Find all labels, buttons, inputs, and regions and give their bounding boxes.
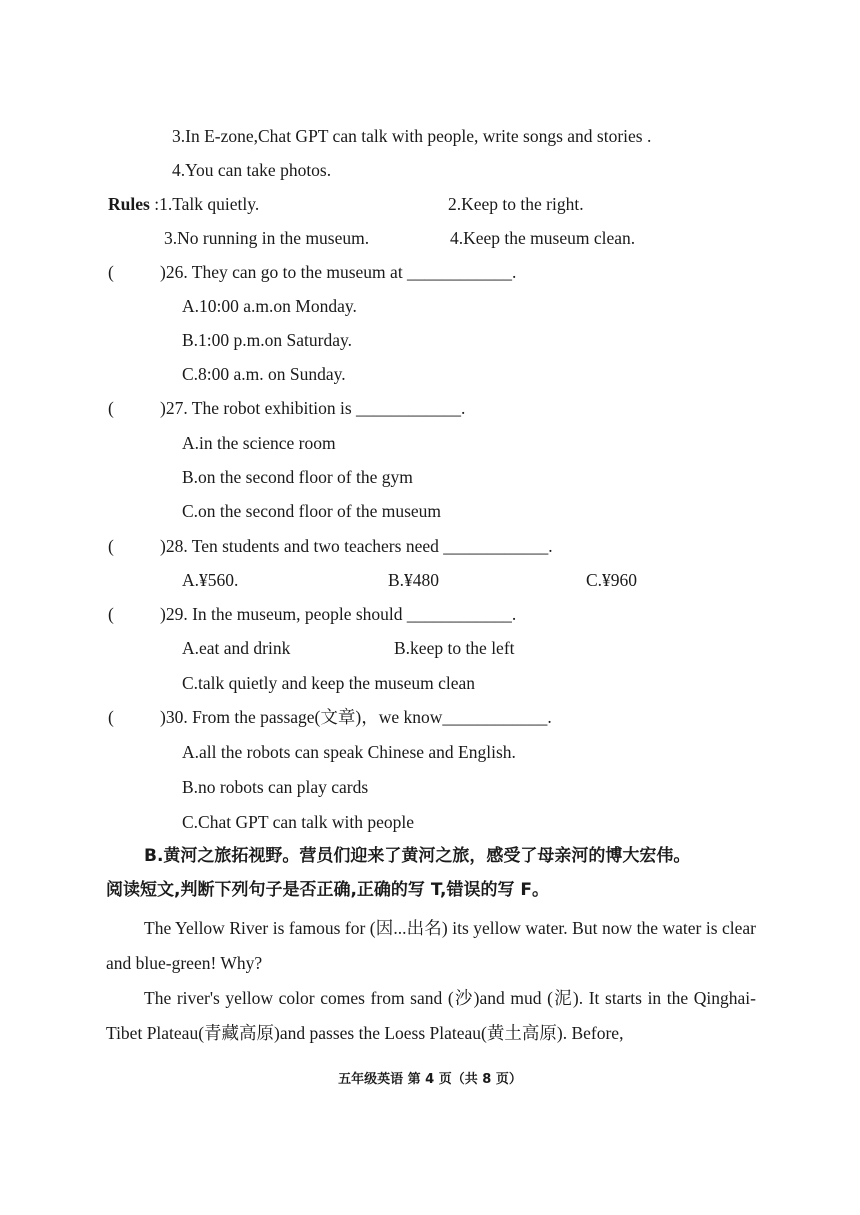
passage-paragraph-2: The river's yellow color comes from sand (沙)and mud (泥). It starts in the Qinghai-Tibet Plateau(青藏高原)and passes the Loess Plateau(黄土高原). Before, <box>106 988 756 1043</box>
q29-option-b: B.keep to the left <box>394 638 515 658</box>
section-b-instruction-2: 阅读短文,判断下列句子是否正确,正确的写 T,错误的写 F。 <box>106 880 549 900</box>
rule-1: 1.Talk quietly. <box>159 194 260 214</box>
q30-option-b: B.no robots can play cards <box>182 777 369 797</box>
q26-option-a: A.10:00 a.m.on Monday. <box>182 296 357 316</box>
section-b-instruction-1: B.黄河之旅拓视野。营员们迎来了黄河之旅，感受了母亲河的博大宏伟。 <box>144 846 691 866</box>
page-footer: 五年级英语 第 4 页（共 8 页） <box>338 1072 522 1087</box>
q28-option-a: A.¥560. <box>182 570 239 590</box>
passage-paragraph-1: The Yellow River is famous for (因...出名) its yellow water. But now the water is clear and blue-green! Why? <box>106 918 756 973</box>
rule-2: 2.Keep to the right. <box>448 194 584 214</box>
q29-option-c: C.talk quietly and keep the museum clean <box>182 673 476 693</box>
answer-paren: ( <box>108 707 114 727</box>
question-27-stem: )27. The robot exhibition is ____________. <box>160 398 466 418</box>
answer-paren: ( <box>108 536 114 556</box>
q29-option-a: A.eat and drink <box>182 638 291 658</box>
info-item-4: 4.You can take photos. <box>172 160 332 180</box>
q28-option-b: B.¥480 <box>388 570 440 590</box>
rule-3: 3.No running in the museum. <box>164 228 370 248</box>
rule-4: 4.Keep the museum clean. <box>450 228 636 248</box>
answer-paren: ( <box>108 398 114 418</box>
q27-option-b: B.on the second floor of the gym <box>182 467 413 487</box>
info-item-3: 3.In E-zone,Chat GPT can talk with people, write songs and stories . <box>172 126 652 146</box>
rules-line-1: Rules :1.Talk quietly. <box>108 194 260 214</box>
question-26-stem: )26. They can go to the museum at ____________. <box>160 262 517 282</box>
question-30-stem: )30. From the passage(文章)，we know____________. <box>160 707 552 727</box>
question-28-stem: )28. Ten students and two teachers need ____________. <box>160 536 553 556</box>
q27-option-c: C.on the second floor of the museum <box>182 501 442 521</box>
q30-option-a: A.all the robots can speak Chinese and English. <box>182 742 516 762</box>
answer-paren: ( <box>108 604 114 624</box>
q26-option-c: C.8:00 a.m. on Sunday. <box>182 364 346 384</box>
q30-option-c: C.Chat GPT can talk with people <box>182 812 415 832</box>
answer-paren: ( <box>108 262 114 282</box>
question-29-stem: )29. In the museum, people should ____________. <box>160 604 517 624</box>
rules-label: Rules <box>108 194 150 214</box>
q27-option-a: A.in the science room <box>182 433 336 453</box>
q26-option-b: B.1:00 p.m.on Saturday. <box>182 330 352 350</box>
q28-option-c: C.¥960 <box>586 570 638 590</box>
